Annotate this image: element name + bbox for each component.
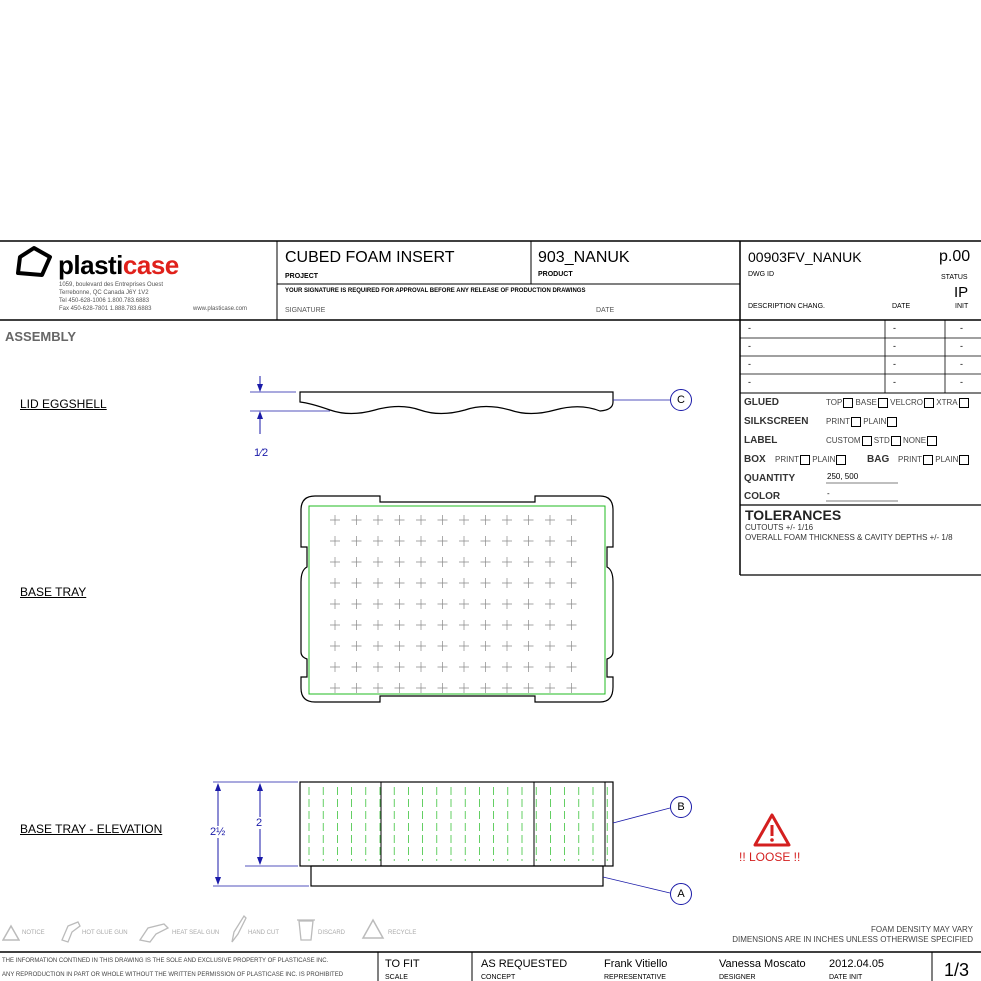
revision-init: - xyxy=(960,323,963,333)
cube-cut-mark xyxy=(330,683,340,693)
date-label: DATE xyxy=(596,307,615,314)
cube-cut-mark xyxy=(352,641,362,651)
cube-cut-mark xyxy=(459,662,469,672)
callout-b: B xyxy=(670,796,692,818)
glued-xtra-checkbox[interactable] xyxy=(959,398,969,408)
cube-cut-mark xyxy=(502,662,512,672)
cube-cut-mark xyxy=(330,662,340,672)
bag-plain-checkbox[interactable] xyxy=(959,455,969,465)
label-label: LABEL xyxy=(744,435,778,446)
cube-cut-mark xyxy=(438,683,448,693)
bag-label: BAG xyxy=(867,454,890,465)
cube-cut-mark xyxy=(481,536,491,546)
cube-cut-mark xyxy=(524,620,534,630)
logo-text-plasti: plasti xyxy=(58,250,123,280)
cube-cut-mark xyxy=(416,536,426,546)
glued-option-label: BASE xyxy=(855,398,877,408)
cube-cut-mark xyxy=(330,578,340,588)
glued-options xyxy=(826,398,969,408)
cube-cut-mark xyxy=(502,515,512,525)
cube-cut-mark xyxy=(502,641,512,651)
cube-cut-mark xyxy=(545,599,555,609)
cube-cut-mark xyxy=(330,557,340,567)
cube-cut-mark xyxy=(481,641,491,651)
revision-desc: - xyxy=(748,359,751,369)
box-print-checkbox[interactable] xyxy=(800,455,810,465)
cube-cut-mark xyxy=(567,557,577,567)
cube-cut-mark xyxy=(459,641,469,651)
cube-cut-mark xyxy=(545,515,555,525)
cube-cut-mark xyxy=(352,683,362,693)
cube-cut-mark xyxy=(545,557,555,567)
revision-date: - xyxy=(893,323,896,333)
heat-seal-gun-icon xyxy=(138,918,170,944)
cube-cut-mark xyxy=(459,536,469,546)
legal-notice-2: ANY REPRODUCTION IN PART OR WHOLE WITHOUT THE WRITTEN PERMISSION OF PLASTICASE INC. IS PROHIBITED xyxy=(2,972,344,978)
cube-cut-mark xyxy=(545,578,555,588)
revision-init: - xyxy=(960,377,963,387)
cube-cut-mark xyxy=(502,599,512,609)
company-address-2: Terrebonne, QC Canada J6Y 1V2 xyxy=(59,290,149,296)
cube-cut-mark xyxy=(352,662,362,672)
cube-cut-mark xyxy=(567,662,577,672)
desc-init-label: INIT xyxy=(955,303,969,310)
revision-desc: - xyxy=(748,323,751,333)
revision-desc: - xyxy=(748,377,751,387)
hot-glue-gun-icon xyxy=(58,918,82,944)
warning-text: !! LOOSE !! xyxy=(739,850,801,864)
cube-cut-mark xyxy=(395,662,405,672)
lid-eggshell-label: LID EGGSHELL xyxy=(20,397,107,411)
cube-cut-mark xyxy=(502,620,512,630)
section-title: ASSEMBLY xyxy=(5,329,77,344)
concept-value: AS REQUESTED xyxy=(481,958,568,970)
color-label: COLOR xyxy=(744,491,781,502)
cube-cut-mark xyxy=(352,599,362,609)
legend-heat-seal-gun: HEAT SEAL GUN xyxy=(172,930,220,936)
silkscreen-plain-checkbox[interactable] xyxy=(887,417,897,427)
cube-cut-mark xyxy=(481,662,491,672)
cube-cut-mark xyxy=(395,599,405,609)
cube-cut-mark xyxy=(395,515,405,525)
cube-cut-mark xyxy=(567,641,577,651)
label-option-label: CUSTOM xyxy=(826,436,861,446)
silkscreen-label: SILKSCREEN xyxy=(744,416,809,427)
label-none-checkbox[interactable] xyxy=(927,436,937,446)
representative-value: Frank Vitiello xyxy=(604,958,668,970)
scale-value: TO FIT xyxy=(385,958,420,970)
cube-cut-mark xyxy=(438,662,448,672)
note-dimensions: DIMENSIONS ARE IN INCHES UNLESS OTHERWISE SPECIFIED xyxy=(732,935,973,944)
cube-cut-mark xyxy=(524,515,534,525)
cube-cut-mark xyxy=(524,641,534,651)
cube-cut-mark xyxy=(352,620,362,630)
bag-option-label: PRINT xyxy=(898,455,922,465)
cube-cut-mark xyxy=(545,536,555,546)
cube-cut-mark xyxy=(373,620,383,630)
silkscreen-option-label: PLAIN xyxy=(863,417,887,427)
cube-cut-mark xyxy=(567,620,577,630)
label-option-label: NONE xyxy=(903,436,927,446)
cube-cut-mark xyxy=(502,578,512,588)
cube-cut-mark xyxy=(373,683,383,693)
company-logo xyxy=(58,250,179,281)
cube-cut-mark xyxy=(416,641,426,651)
revision-init: - xyxy=(960,341,963,351)
cube-cut-mark xyxy=(395,641,405,651)
designer-value: Vanessa Moscato xyxy=(719,958,806,970)
cube-cut-mark xyxy=(395,578,405,588)
quantity-label: QUANTITY xyxy=(744,473,796,484)
cube-cut-mark xyxy=(373,578,383,588)
label-std-checkbox[interactable] xyxy=(891,436,901,446)
project-label: PROJECT xyxy=(285,273,319,280)
cube-cut-mark xyxy=(330,620,340,630)
base-tray-plan-drawing xyxy=(295,492,620,712)
callout-a: A xyxy=(670,883,692,905)
cube-cut-mark xyxy=(373,536,383,546)
label-custom-checkbox[interactable] xyxy=(862,436,872,446)
project-value: CUBED FOAM INSERT xyxy=(285,249,455,266)
quantity-value: 250, 500 xyxy=(827,472,859,481)
case-logo-icon xyxy=(14,245,56,279)
cube-cut-mark xyxy=(373,599,383,609)
cube-cut-mark xyxy=(481,683,491,693)
cube-cut-mark xyxy=(481,515,491,525)
concept-label: CONCEPT xyxy=(481,974,516,981)
lid-eggshell-drawing xyxy=(240,370,700,445)
tolerances-title: TOLERANCES xyxy=(745,507,842,523)
cube-cut-mark xyxy=(373,557,383,567)
discard-icon xyxy=(296,916,316,942)
cube-cut-mark xyxy=(416,578,426,588)
legend-notice: NOTICE xyxy=(22,930,45,936)
cube-cut-mark xyxy=(395,536,405,546)
company-website: www.plasticase.com xyxy=(193,306,248,312)
sheet-number: 1/3 xyxy=(944,960,970,980)
cube-cut-mark xyxy=(373,641,383,651)
dwg-id-label: DWG ID xyxy=(748,271,775,278)
designer-label: DESIGNER xyxy=(719,974,756,981)
glued-option-label: VELCRO xyxy=(890,398,924,408)
cube-cut-mark xyxy=(502,557,512,567)
bag-option-label: PLAIN xyxy=(935,455,959,465)
note-foam-density: FOAM DENSITY MAY VARY xyxy=(871,925,973,934)
cube-cut-mark xyxy=(352,536,362,546)
revision-date: - xyxy=(893,359,896,369)
glued-option-label: TOP xyxy=(826,398,843,408)
company-phone: Tel 450-628-1006 1.800.783.6883 xyxy=(59,298,150,304)
cube-cut-mark xyxy=(459,599,469,609)
label-options xyxy=(826,436,937,446)
cube-cut-mark xyxy=(502,536,512,546)
cube-cut-mark xyxy=(416,620,426,630)
cube-cut-mark xyxy=(373,662,383,672)
cube-cut-mark xyxy=(567,578,577,588)
representative-label: REPRESENTATIVE xyxy=(604,974,666,981)
glued-top-checkbox[interactable] xyxy=(843,398,853,408)
box-option-label: PRINT xyxy=(775,455,799,465)
drawing-date-value: 2012.04.05 xyxy=(829,958,885,970)
elevation-total-dimension: 2½ xyxy=(210,826,226,838)
cube-cut-mark xyxy=(330,515,340,525)
cube-cut-mark xyxy=(545,662,555,672)
revision-init: - xyxy=(960,359,963,369)
cube-cut-mark xyxy=(416,515,426,525)
cube-cut-mark xyxy=(459,578,469,588)
cube-cut-mark xyxy=(438,515,448,525)
legend-hot-glue-gun: HOT GLUE GUN xyxy=(82,930,128,936)
legend-recycle: RECYCLE xyxy=(388,930,417,936)
cube-cut-mark xyxy=(502,683,512,693)
cube-cut-mark xyxy=(524,557,534,567)
tolerances-cutouts: CUTOUTS +/- 1/16 xyxy=(745,523,814,532)
cube-cut-mark xyxy=(481,599,491,609)
cube-cut-mark xyxy=(438,578,448,588)
logo-text-case: case xyxy=(122,250,179,280)
cube-cut-mark xyxy=(438,620,448,630)
cube-cut-mark xyxy=(416,599,426,609)
cube-cut-mark xyxy=(567,599,577,609)
desc-date-label: DATE xyxy=(892,303,911,310)
company-fax: Fax 450-628-7801 1.888.783.6883 xyxy=(59,306,152,312)
label-option-label: STD xyxy=(873,436,890,446)
cube-cut-mark xyxy=(524,683,534,693)
cube-cut-mark xyxy=(416,662,426,672)
cube-cut-mark xyxy=(395,620,405,630)
recycle-icon xyxy=(360,918,386,942)
legal-notice-1: THE INFORMATION CONTINED IN THIS DRAWING IS THE SOLE AND EXCLUSIVE PROPERTY OF PLASTICASE INC. xyxy=(2,958,329,964)
silkscreen-options xyxy=(826,417,897,427)
cube-cut-mark xyxy=(330,599,340,609)
status-value: IP xyxy=(954,284,969,301)
cube-cut-mark xyxy=(438,641,448,651)
cube-cut-mark xyxy=(481,578,491,588)
bag-print-checkbox[interactable] xyxy=(923,455,933,465)
box-options xyxy=(775,455,846,465)
box-plain-checkbox[interactable] xyxy=(836,455,846,465)
notice-icon xyxy=(2,924,20,942)
cube-cut-mark xyxy=(459,620,469,630)
scale-label: SCALE xyxy=(385,974,408,981)
cube-cut-mark xyxy=(524,662,534,672)
cube-cut-mark xyxy=(373,515,383,525)
box-label: BOX xyxy=(744,454,766,465)
legend-discard: DISCARD xyxy=(318,930,346,936)
cube-cut-mark xyxy=(524,578,534,588)
glued-label: GLUED xyxy=(744,397,779,408)
revision-desc: - xyxy=(748,341,751,351)
cube-cut-mark xyxy=(459,557,469,567)
dwg-id-value: 00903FV_NANUK xyxy=(748,249,862,265)
cube-cut-mark xyxy=(545,641,555,651)
revision-date: - xyxy=(893,377,896,387)
signature-notice: YOUR SIGNATURE IS REQUIRED FOR APPROVAL BEFORE ANY RELEASE OF PRODUCTION DRAWINGS xyxy=(285,288,586,294)
lid-thickness-dimension: 1⁄2 xyxy=(254,447,269,459)
glued-option-label: XTRA xyxy=(936,398,958,408)
cube-cut-mark xyxy=(438,536,448,546)
cube-cut-mark xyxy=(567,536,577,546)
cube-cut-mark xyxy=(438,599,448,609)
status-label: STATUS xyxy=(941,274,968,281)
signature-label: SIGNATURE xyxy=(285,307,326,314)
cube-cut-mark xyxy=(352,557,362,567)
base-tray-label: BASE TRAY xyxy=(20,585,87,599)
cube-cut-mark xyxy=(330,536,340,546)
color-value: - xyxy=(827,489,830,498)
glued-velcro-checkbox[interactable] xyxy=(924,398,934,408)
product-label: PRODUCT xyxy=(538,271,573,278)
box-option-label: PLAIN xyxy=(812,455,836,465)
cube-cut-mark xyxy=(567,515,577,525)
cube-cut-mark xyxy=(459,515,469,525)
callout-c: C xyxy=(670,389,692,411)
bag-options xyxy=(898,455,969,465)
cube-cut-mark xyxy=(567,683,577,693)
cube-cut-mark xyxy=(416,683,426,693)
cube-cut-mark xyxy=(524,536,534,546)
elevation-inner-dimension: 2 xyxy=(256,817,263,829)
cube-cut-mark xyxy=(545,683,555,693)
cube-cut-mark xyxy=(352,515,362,525)
product-value: 903_NANUK xyxy=(538,249,630,266)
base-tray-elevation-label: BASE TRAY - ELEVATION xyxy=(20,822,163,836)
glued-base-checkbox[interactable] xyxy=(878,398,888,408)
page-number: p.00 xyxy=(939,248,971,265)
warning-icon xyxy=(752,812,792,848)
silkscreen-option-label: PRINT xyxy=(826,417,850,427)
cube-cut-mark xyxy=(459,683,469,693)
cube-cut-mark xyxy=(352,578,362,588)
cube-cut-mark xyxy=(416,557,426,567)
company-address-1: 1059, boulevard des Entreprises Ouest xyxy=(59,282,164,288)
desc-change-label: DESCRIPTION CHANG. xyxy=(748,303,826,310)
cube-cut-mark xyxy=(524,599,534,609)
cube-cut-mark xyxy=(481,620,491,630)
cube-cut-mark xyxy=(395,557,405,567)
silkscreen-print-checkbox[interactable] xyxy=(851,417,861,427)
revision-date: - xyxy=(893,341,896,351)
base-tray-elevation-drawing xyxy=(205,775,705,900)
cube-cut-mark xyxy=(330,641,340,651)
cube-cut-mark xyxy=(395,683,405,693)
cube-cut-mark xyxy=(481,557,491,567)
tolerances-thickness: OVERALL FOAM THICKNESS & CAVITY DEPTHS +/- 1/8 xyxy=(745,533,953,542)
drawing-date-label: DATE INIT xyxy=(829,974,863,981)
legend-hand-cut: HAND CUT xyxy=(248,930,279,936)
hand-cut-icon xyxy=(228,914,248,944)
cube-cut-mark xyxy=(545,620,555,630)
cube-cut-mark xyxy=(438,557,448,567)
